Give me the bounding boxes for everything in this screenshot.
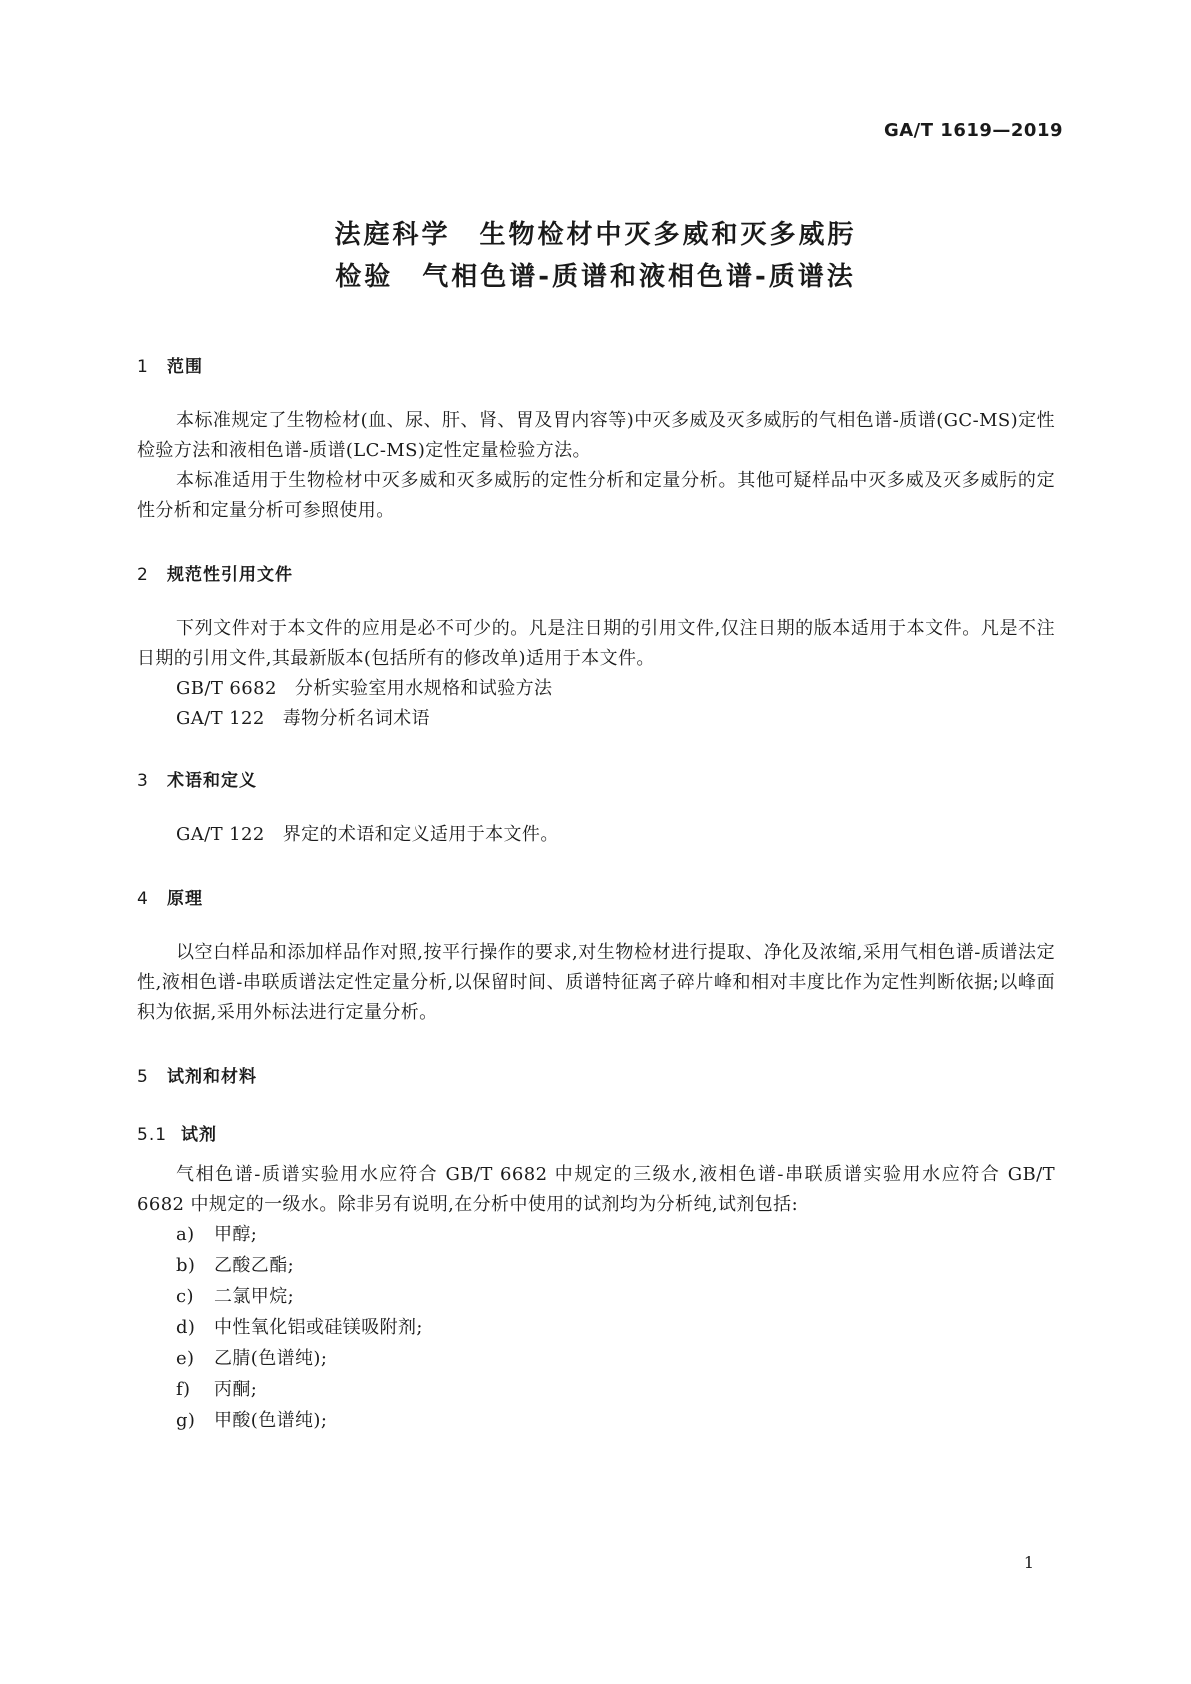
list-marker: g) [176, 1410, 196, 1431]
section-heading-reagents-materials [137, 1062, 257, 1087]
document-title-line-1: 法庭科学 生物检材中灭多威和灭多威肟 [334, 220, 857, 250]
section-number: 3 [137, 771, 149, 791]
scope-paragraph-1: 本标准规定了生物检材(血、尿、肝、肾、胃及胃内容等)中灭多威及灭多威肟的气相色谱-质谱(GC-MS)定性检验方法和液相色谱-质谱(LC-MS)定性定量检验方法。 [137, 410, 1055, 461]
reference-name: 毒物分析名词术语 [282, 708, 430, 729]
list-marker: b) [176, 1255, 196, 1276]
list-text: 甲酸(色谱纯); [214, 1410, 328, 1431]
list-marker: f) [176, 1379, 191, 1400]
list-item [176, 1251, 294, 1281]
list-text: 甲醇; [214, 1224, 258, 1245]
list-text: 乙腈(色谱纯); [214, 1348, 328, 1369]
section-number: 2 [137, 565, 149, 585]
section-title: 试剂和材料 [167, 1067, 257, 1087]
list-item [176, 1313, 423, 1343]
terms-text: 界定的术语和定义适用于本文件。 [282, 824, 559, 845]
subsection-heading-reagents [137, 1120, 217, 1145]
list-marker: a) [176, 1224, 195, 1245]
list-marker: d) [176, 1317, 196, 1338]
reference-code: GA/T 122 [176, 708, 265, 729]
section-title: 范围 [167, 357, 203, 377]
list-text: 丙酮; [214, 1379, 258, 1400]
list-text: 乙酸乙酯; [214, 1255, 295, 1276]
list-text: 二氯甲烷; [214, 1286, 295, 1307]
section-heading-terms [137, 766, 257, 791]
list-item [176, 1282, 294, 1312]
list-item [176, 1375, 257, 1405]
reference-code: GA/T 122 [176, 824, 265, 845]
references-paragraph: 下列文件对于本文件的应用是必不可少的。凡是注日期的引用文件,仅注日期的版本适用于本文件。凡是不注日期的引用文件,其最新版本(包括所有的修改单)适用于本文件。 [137, 618, 1055, 669]
list-item [176, 1406, 327, 1436]
list-item [176, 1344, 327, 1374]
section-heading-scope [137, 352, 203, 377]
section-title: 规范性引用文件 [167, 565, 293, 585]
principle-paragraph: 以空白样品和添加样品作对照,按平行操作的要求,对生物检材进行提取、净化及浓缩,采用气相色谱-质谱法定性,液相色谱-串联质谱法定性定量分析,以保留时间、质谱特征离子碎片峰和相对丰度比作为定性判断依据;以峰面积为依据,采用外标法进行定量分析。 [137, 942, 1055, 1023]
section-title: 试剂 [181, 1125, 217, 1145]
reference-item [176, 704, 430, 734]
section-heading-principle [137, 884, 203, 909]
section-number: 4 [137, 889, 149, 909]
section-heading-normative-references [137, 560, 293, 585]
section-title: 术语和定义 [167, 771, 257, 791]
reference-code: GB/T 6682 [176, 678, 277, 699]
reference-item [176, 674, 552, 704]
document-title-line-2: 检验 气相色谱-质谱和液相色谱-质谱法 [335, 262, 856, 292]
list-marker: c) [176, 1286, 194, 1307]
section-number: 5 [137, 1067, 149, 1087]
list-marker: e) [176, 1348, 195, 1369]
standard-code: GA/T 1619—2019 [883, 120, 1063, 141]
section-number: 5.1 [137, 1125, 168, 1145]
reagents-paragraph: 气相色谱-质谱实验用水应符合 GB/T 6682 中规定的三级水,液相色谱-串联质谱实验用水应符合 GB/T 6682 中规定的一级水。除非另有说明,在分析中使用的试剂均为分析纯,试剂包括: [137, 1164, 1055, 1215]
section-number: 1 [137, 357, 149, 377]
terms-paragraph [176, 820, 559, 850]
page-number: 1 [1023, 1553, 1034, 1572]
reference-name: 分析实验室用水规格和试验方法 [294, 678, 553, 699]
section-title: 原理 [167, 889, 203, 909]
list-item [176, 1220, 257, 1250]
scope-paragraph-2: 本标准适用于生物检材中灭多威和灭多威肟的定性分析和定量分析。其他可疑样品中灭多威及灭多威肟的定性分析和定量分析可参照使用。 [137, 470, 1055, 521]
list-text: 中性氧化铝或硅镁吸附剂; [214, 1317, 423, 1338]
